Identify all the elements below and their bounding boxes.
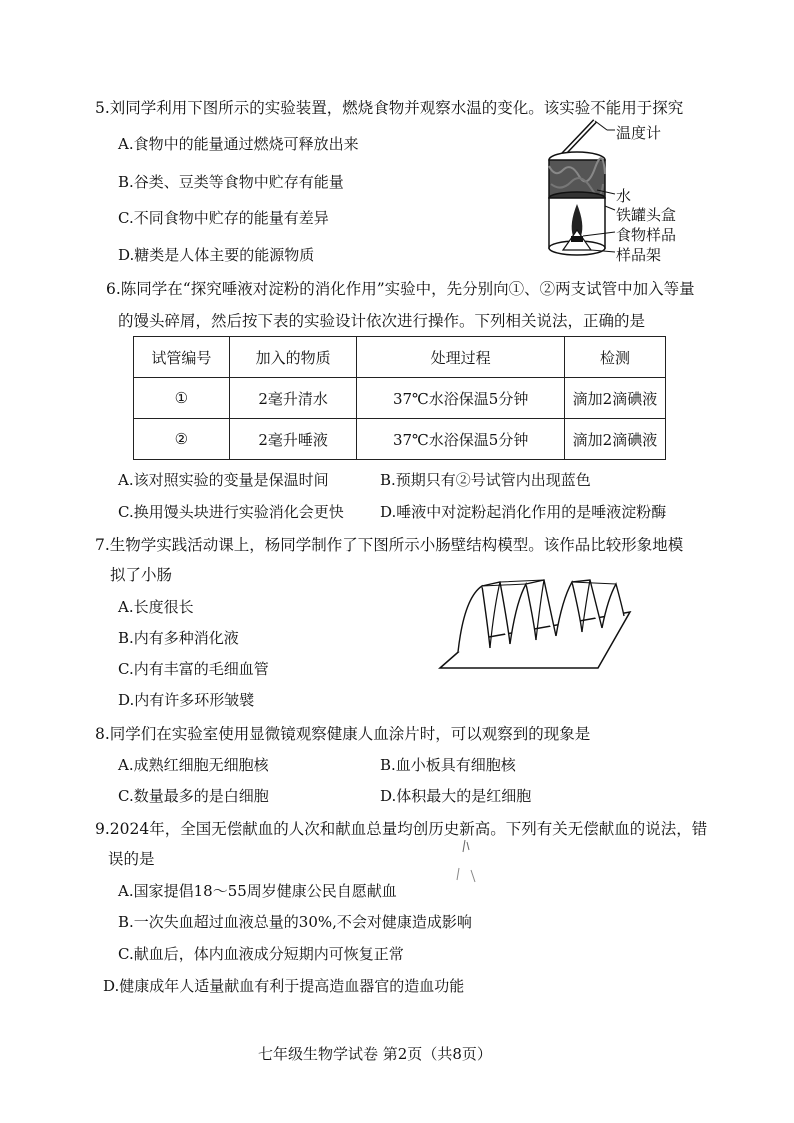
- table-row: [134, 419, 666, 460]
- q5-option-d[interactable]: D.糖类是人体主要的能源物质: [118, 246, 315, 264]
- label-thermometer: 温度计: [616, 124, 662, 142]
- experiment-table: [133, 336, 666, 460]
- q7-stem-line1: 7.生物学实践活动课上，杨同学制作了下图所示小肠壁结构模型。该作品比较形象地模: [95, 536, 684, 554]
- q8-option-d[interactable]: D.体积最大的是红细胞: [380, 787, 532, 805]
- q7-option-c[interactable]: C.内有丰富的毛细血管: [118, 660, 269, 678]
- q8-stem: 8.同学们在实验室使用显微镜观察健康人血涂片时，可以观察到的现象是: [95, 725, 591, 743]
- q9-option-b[interactable]: B.一次失血超过血液总量的30%,不会对健康造成影响: [118, 913, 472, 931]
- table-cell: 37℃水浴保温5分钟: [357, 378, 564, 419]
- q7-stem-line2: 拟了小肠: [110, 566, 173, 584]
- q9-option-a[interactable]: A.国家提倡18～55周岁健康公民自愿献血: [118, 882, 397, 900]
- label-water: 水: [616, 187, 632, 205]
- q5-option-c[interactable]: C.不同食物中贮存的能量有差异: [118, 209, 329, 227]
- label-tin-can: 铁罐头盒: [616, 206, 677, 224]
- q6-option-a[interactable]: A.该对照实验的变量是保温时间: [118, 471, 329, 489]
- table-header: 加入的物质: [229, 337, 357, 378]
- q8-option-c[interactable]: C.数量最多的是白细胞: [118, 787, 269, 805]
- table-header-row: [134, 337, 666, 378]
- q8-option-b[interactable]: B.血小板具有细胞核: [380, 756, 516, 774]
- pencil-mark: [455, 838, 485, 884]
- q7-option-d[interactable]: D.内有许多环形皱襞: [118, 691, 255, 709]
- table-cell: ②: [134, 419, 230, 460]
- table-cell: 滴加2滴碘液: [564, 419, 665, 460]
- q9-stem-line2: 误的是: [108, 850, 155, 868]
- q5-stem: 5.刘同学利用下图所示的实验装置，燃烧食物并观察水温的变化。该实验不能用于探究: [95, 99, 684, 117]
- table-cell: 37℃水浴保温5分钟: [357, 419, 564, 460]
- label-sample-holder: 样品架: [616, 246, 662, 264]
- q9-option-c[interactable]: C.献血后，体内血液成分短期内可恢复正常: [118, 945, 404, 963]
- q6-option-c[interactable]: C.换用馒头块进行实验消化会更快: [118, 503, 344, 521]
- table-header: 试管编号: [134, 337, 230, 378]
- table-cell: 2毫升唾液: [229, 419, 357, 460]
- calorimeter-figure: [535, 118, 625, 268]
- q5-option-b[interactable]: B.谷类、豆类等食物中贮存有能量: [118, 173, 344, 191]
- q9-stem-line1: 9.2024年，全国无偿献血的人次和献血总量均创历史新高。下列有关无偿献血的说法，错: [95, 820, 708, 838]
- table-cell: 滴加2滴碘液: [564, 378, 665, 419]
- q7-option-a[interactable]: A.长度很长: [118, 598, 194, 616]
- table-row: [134, 378, 666, 419]
- table-header: 检测: [564, 337, 665, 378]
- intestine-wall-model-figure: [438, 578, 632, 672]
- label-food-sample: 食物样品: [616, 226, 677, 244]
- q6-option-b[interactable]: B.预期只有②号试管内出现蓝色: [380, 471, 591, 489]
- q6-stem-line2: 的馒头碎屑，然后按下表的实验设计依次进行操作。下列相关说法，正确的是: [118, 312, 646, 330]
- table-cell: 2毫升清水: [229, 378, 357, 419]
- table-cell: ①: [134, 378, 230, 419]
- q6-stem-line1: 6.陈同学在“探究唾液对淀粉的消化作用”实验中，先分别向①、②两支试管中加入等量: [106, 280, 695, 298]
- page-footer: 七年级生物学试卷 第2页（共8页）: [258, 1045, 492, 1063]
- q7-option-b[interactable]: B.内有多种消化液: [118, 629, 239, 647]
- table-header: 处理过程: [357, 337, 564, 378]
- q6-option-d[interactable]: D.唾液中对淀粉起消化作用的是唾液淀粉酶: [380, 503, 667, 521]
- q8-option-a[interactable]: A.成熟红细胞无细胞核: [118, 756, 269, 774]
- q5-option-a[interactable]: A.食物中的能量通过燃烧可释放出来: [118, 135, 359, 153]
- q9-option-d[interactable]: D.健康成年人适量献血有利于提高造血器官的造血功能: [103, 977, 465, 995]
